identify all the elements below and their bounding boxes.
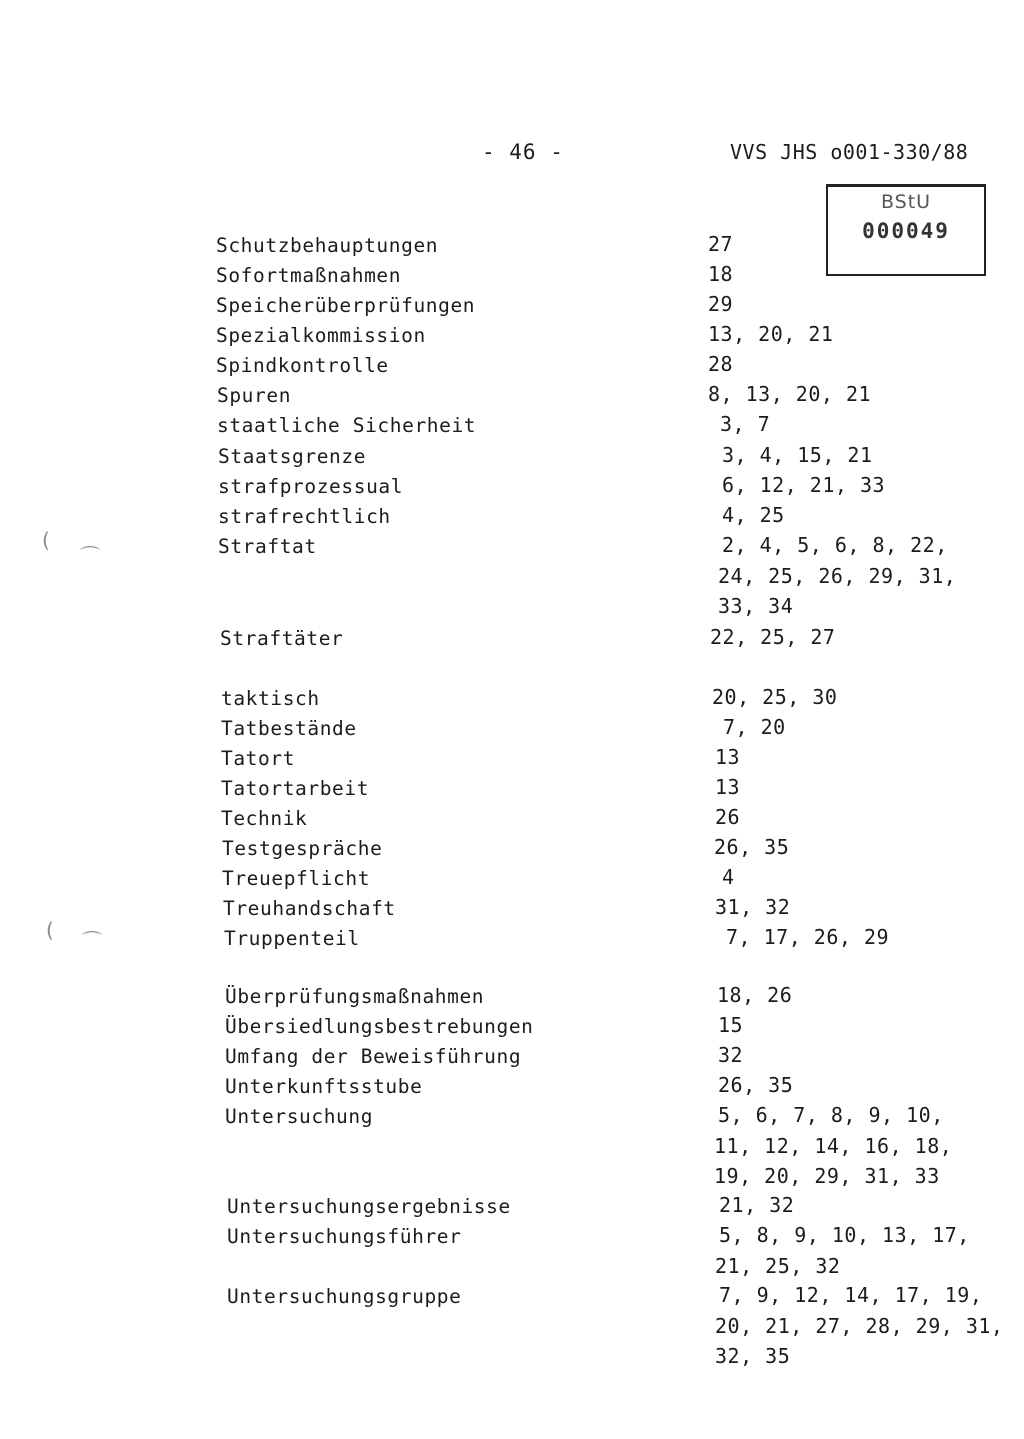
stamp-number: 000049 [862, 219, 950, 243]
index-term: Straftäter [220, 627, 344, 650]
index-term: Tatbestände [221, 717, 357, 740]
index-page-refs: 3, 4, 15, 21 [722, 443, 873, 467]
index-term: Untersuchungsführer [227, 1225, 462, 1248]
index-term: staatliche Sicherheit [217, 414, 477, 437]
index-page-refs: 27 [708, 232, 734, 256]
index-term: strafprozessual [218, 475, 404, 498]
index-page-refs: 26, 35 [714, 835, 790, 859]
index-term: Testgespräche [222, 837, 383, 860]
index-page-refs: 3, 7 [720, 412, 771, 436]
index-page-refs: 33, 34 [718, 594, 794, 618]
scan-mark: ( [42, 528, 50, 552]
index-term: Staatsgrenze [218, 445, 367, 468]
index-page-refs: 8, 13, 20, 21 [708, 382, 872, 406]
index-page-refs: 24, 25, 26, 29, 31, [718, 563, 957, 588]
index-page-refs: 31, 32 [715, 895, 791, 919]
index-page-refs: 5, 6, 7, 8, 9, 10, [718, 1103, 944, 1127]
stamp-org-label: BStU [880, 191, 932, 213]
index-term: Spezialkommission [216, 324, 426, 347]
index-page-refs: 20, 25, 30 [712, 685, 838, 709]
index-page-refs: 13 [715, 745, 741, 769]
scan-mark: ⌒ [82, 929, 102, 953]
index-page-refs: 21, 25, 32 [715, 1253, 841, 1278]
index-term: Treuhandschaft [223, 897, 396, 920]
index-term: Tatortarbeit [221, 777, 370, 800]
index-term: Spindkontrolle [216, 354, 389, 377]
index-page-refs: 22, 25, 27 [710, 625, 836, 649]
index-page-refs: 26 [715, 805, 741, 829]
index-page-refs: 4 [722, 865, 735, 889]
document-reference: VVS JHS o001-330/88 [730, 140, 969, 164]
index-term: Truppenteil [224, 927, 360, 950]
index-page-refs: 29 [708, 292, 734, 316]
index-term: Speicherüberprüfungen [216, 294, 476, 317]
index-term: Untersuchungsgruppe [227, 1285, 462, 1308]
index-term: Schutzbehauptungen [216, 234, 439, 257]
index-page-refs: 11, 12, 14, 16, 18, [714, 1133, 953, 1158]
index-term: Untersuchung [225, 1105, 374, 1128]
index-page-refs: 4, 25 [722, 503, 785, 527]
index-term: Treuepflicht [222, 867, 371, 890]
index-term: Umfang der Beweisführung [225, 1045, 522, 1068]
index-page-refs: 32, 35 [715, 1344, 791, 1368]
index-page-refs: 2, 4, 5, 6, 8, 22, [722, 533, 948, 557]
index-term: Untersuchungsergebnisse [227, 1195, 511, 1218]
index-page-refs: 5, 8, 9, 10, 13, 17, [719, 1223, 970, 1247]
index-term: Straftat [218, 535, 317, 558]
index-page-refs: 20, 21, 27, 28, 29, 31, [715, 1313, 1004, 1338]
index-page-refs: 13, 20, 21 [708, 322, 834, 346]
index-term: Überprüfungsmaßnahmen [225, 985, 485, 1008]
index-page-refs: 18 [708, 262, 734, 286]
index-page-refs: 26, 35 [718, 1073, 794, 1097]
index-term: Technik [221, 807, 308, 830]
index-term: Übersiedlungsbestrebungen [225, 1015, 534, 1038]
index-term: Spuren [217, 384, 292, 407]
index-term: taktisch [221, 687, 320, 710]
index-term: Sofortmaßnahmen [216, 264, 402, 287]
index-term: strafrechtlich [218, 505, 391, 528]
index-page-refs: 7, 9, 12, 14, 17, 19, [719, 1283, 983, 1307]
index-term: Unterkunftsstube [225, 1075, 423, 1098]
index-page-refs: 18, 26 [717, 983, 793, 1007]
index-page-refs: 32 [718, 1043, 744, 1067]
index-page-refs: 7, 17, 26, 29 [726, 925, 890, 949]
index-page-refs: 21, 32 [719, 1193, 795, 1217]
index-page-refs: 7, 20 [723, 715, 786, 739]
page-number: - 46 - [482, 140, 564, 164]
index-page-refs: 19, 20, 29, 31, 33 [714, 1164, 940, 1188]
index-page-refs: 28 [708, 352, 734, 376]
index-term: Tatort [221, 747, 296, 770]
index-page-refs: 6, 12, 21, 33 [722, 473, 886, 497]
index-page-refs: 13 [715, 775, 741, 799]
scan-mark: ( [46, 918, 54, 942]
index-page-refs: 15 [718, 1013, 744, 1037]
scan-mark: ⌒ [80, 544, 100, 568]
